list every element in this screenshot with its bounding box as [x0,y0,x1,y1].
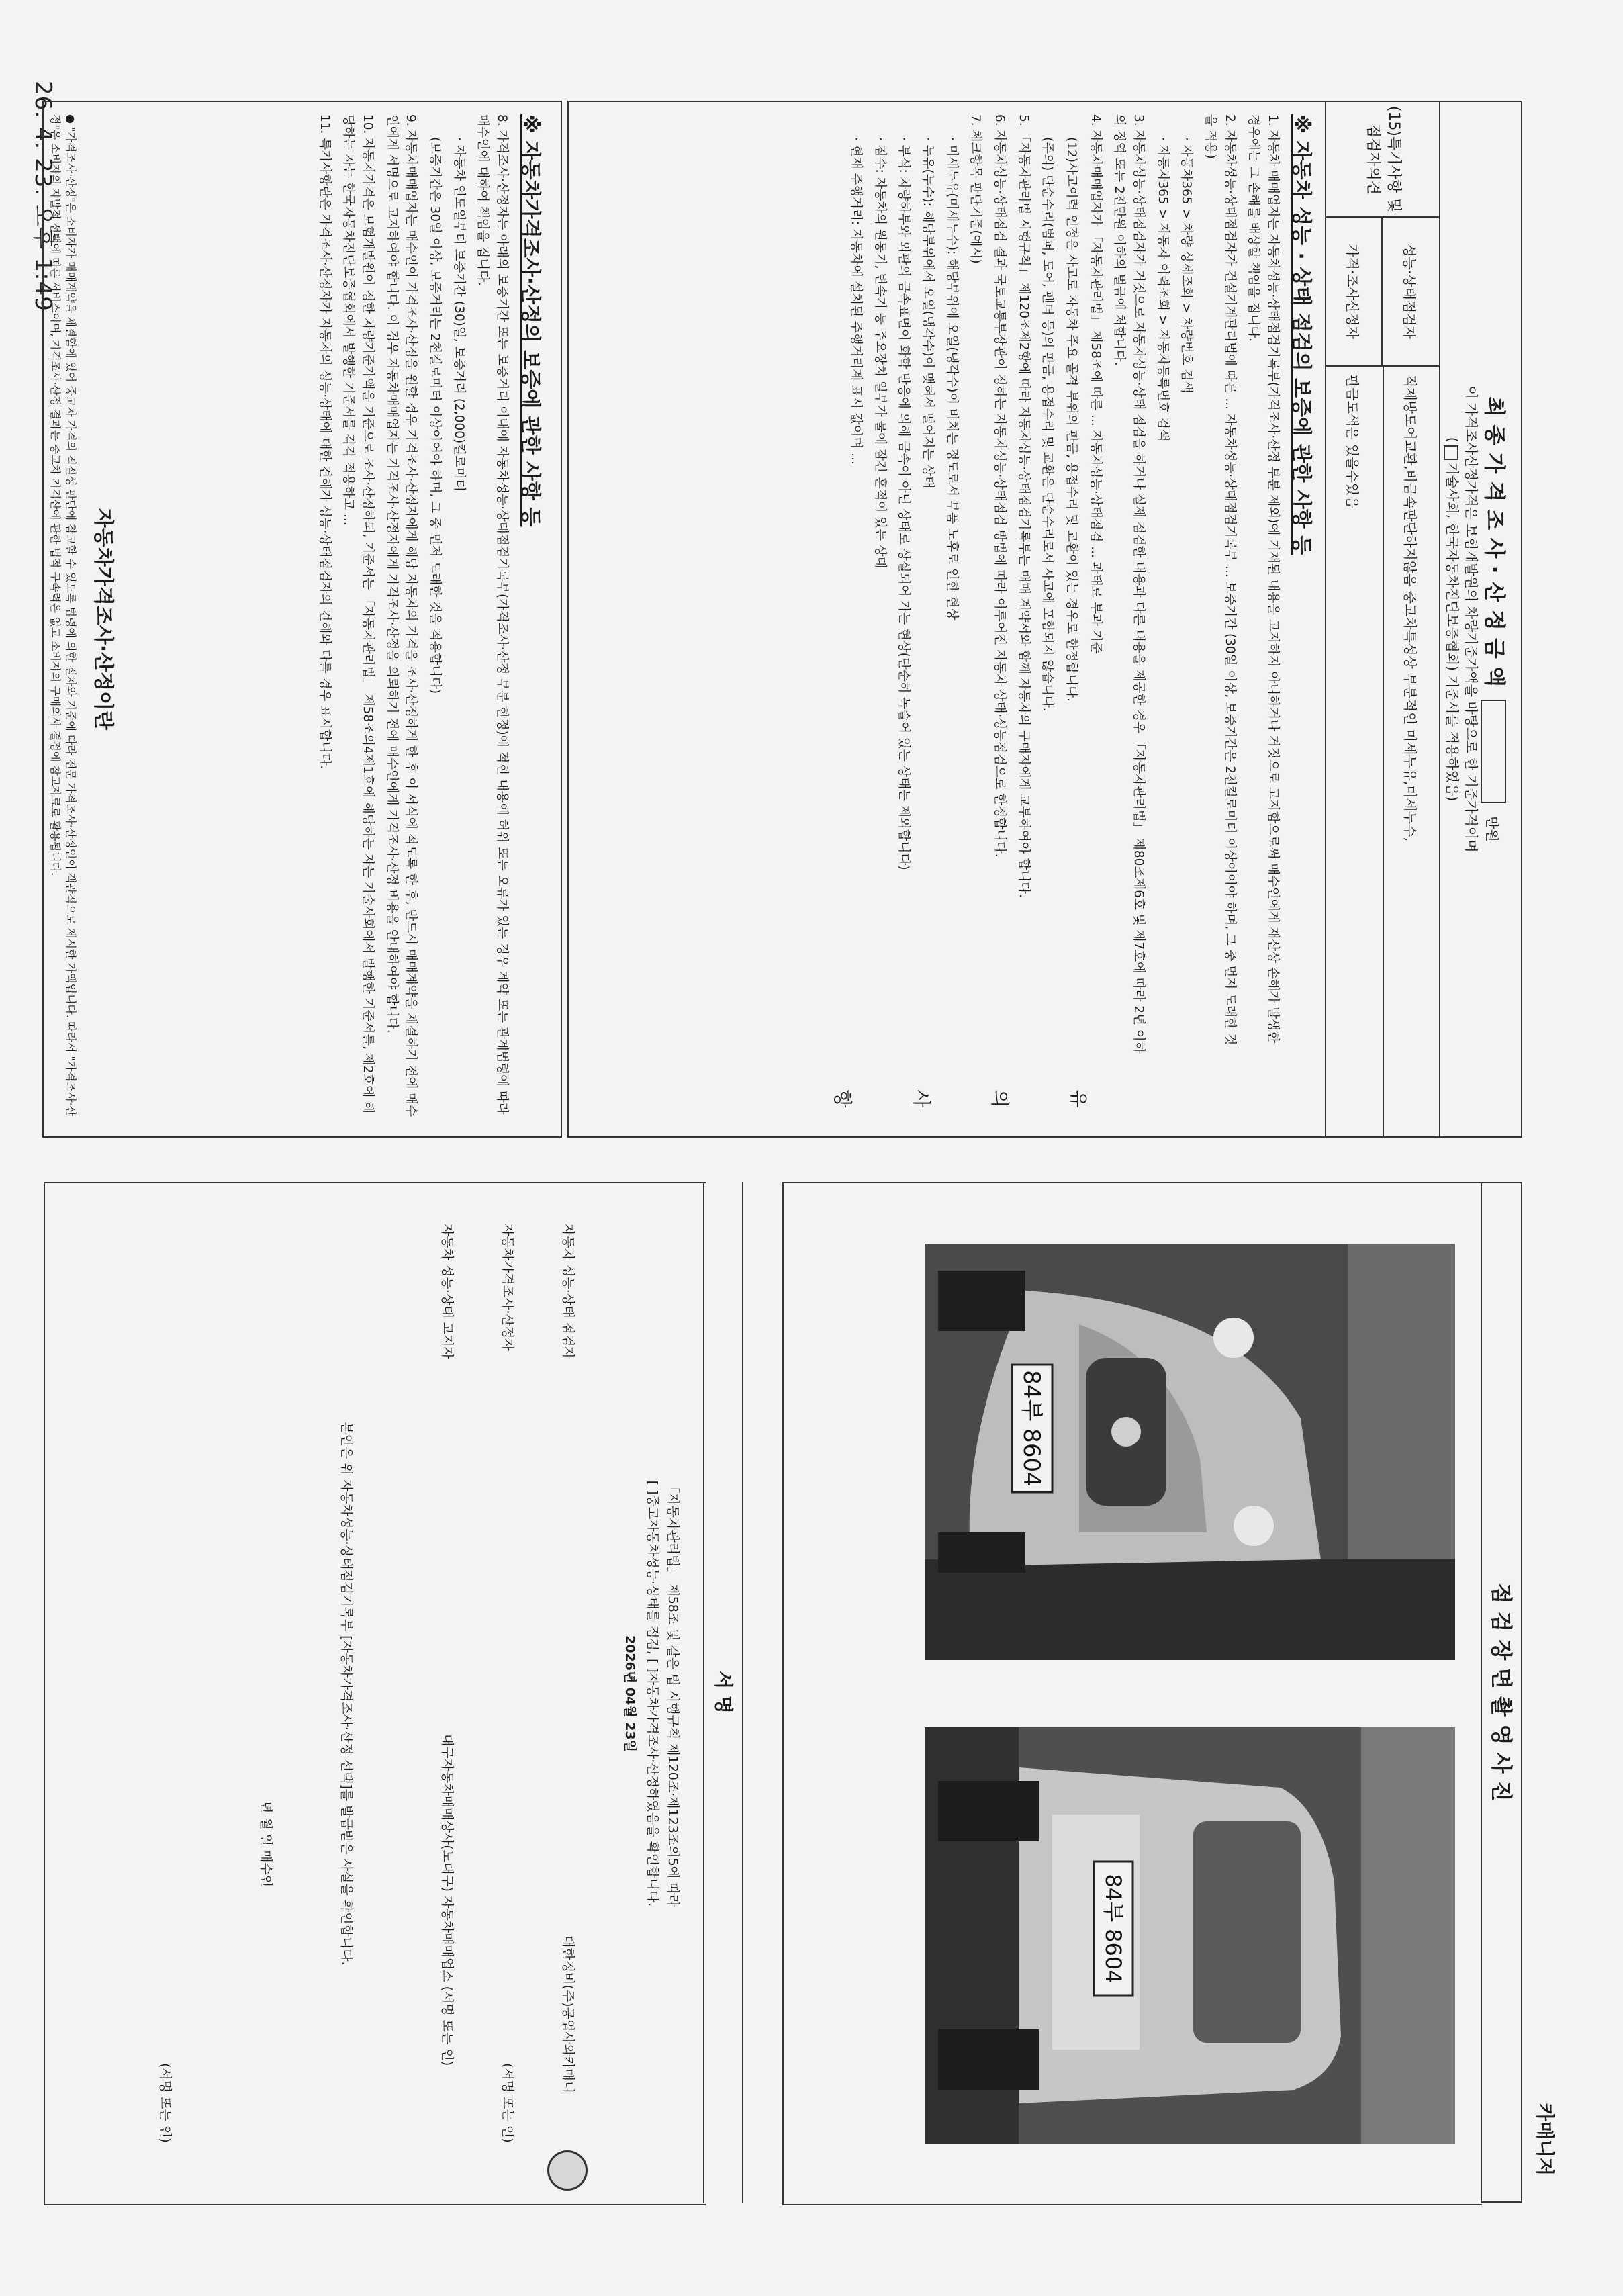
note-item: 2. 자동차성능·상태점검자가 건설기계관리법에 따른 ... 자동차성능·상태점검기록부 ... 보증기간 (30일 이상, 보증기간은 2천킬로미터 이상이어야 하며, 그 중 먼저 도래한 것을 적용) [1203,114,1237,1046]
buyer-confirm-text: 본인은 위 자동차성능·상태점검기록부 [자동차가격조사·산정 선택]를 발급받은 사실을 확인합니다. [339,1422,354,1966]
signature-area [44,1182,706,2205]
inspector-label: 성능·상태점검자 [1381,218,1439,367]
notes-heading: ※ 자동차 성능 · 상태 점검의 보증에 관한 사항 등 [1289,114,1313,555]
remarks-table [1325,102,1440,1136]
price-box [1325,101,1522,1138]
note-item: · 침수: 자동차의 원동기, 변속기 등 주요장치 일부가 물에 잠긴 흔적이 있는 상태 [872,137,887,569]
signature-section-title: 서 명 [703,1182,743,2203]
price-amount-blank [1481,700,1506,803]
price-sub1: 이 가격조사산정가격은 보험개발원의 차량기준가액을 바탕으로 한 기준가격이며 [1463,385,1479,853]
remarks-label: (15)특기사항 및 점검자의견 [1326,102,1439,218]
note-item: (12)사고이력 인정은 사고로 자동차 주요 골격 부위의 판금, 용접수리 및 교환이 있는 경우로 한정합니다. [1064,137,1078,702]
notifier-role: 자동차 성능·상태 고지자 [440,1224,455,1359]
notifier-company: 대구자동차매매상사(노대구) 자동차매매업소 (서명 또는 인) [440,1734,455,2066]
warranty-item: 10. 자동차가격은 보험개발원이 정한 차량기준가액을 기준으로 조사·산정하되, 기준서는 「자동차관리법」 제58조의4제1호에 해당하는 자는 기술사회에서 발행한 기준서를, 제2호에 해당하는 자는 한국자동차진단보증협회에서 발행한 기준서를 각각 적용하고 ... [341,114,375,1113]
price-unit: 만원 [1484,816,1500,842]
notes-side-label: 유 의 사 항 [807,1087,1089,1109]
signature-date: 2026년 04월 23일 [622,1635,637,1753]
note-item: · 누유(누수): 해당부위에서 오일(냉각수)이 맺혀서 떨어지는 상태 [920,137,935,489]
buyer-sign: (서명 또는 인) [158,2063,173,2143]
photo-area [782,1182,1482,2205]
checkbox [1444,445,1459,460]
appraisal-definition-note: ● "가격조사·산정"은 소비자가 매매계약을 체결함에 있어 중고차 가격의 적절성 판단에 참고할 수 있도록 법령에 의한 절차와 기준에 따라 전문 가격조사·산정인이 객관적으로 제시한 가액입니다. 따라서 "가격조사·산정"은 소비자의 자발적 선택에 따른 서비스이며, 가격조사·산정 결과는 중고차 가격산에 관한 법적 구속력은 없고 소비자의 구매의사 결정에 참고자료로 활용됩니다. [49,114,77,1117]
warranty-item: 9. 자동차매매업자는 매수인이 가격조사·산정을 원할 경우 가격조사·산정자에게 해당 자동차의 가격을 조사·산정하게 한 후 이 서식에 적도록 한 후, 반드시 매매계약을 체결하기 전에 매수인에게 서명으로 고지하여야 합니다. 이 경우 자동차매매업자는 가격조사·산정자에게 가격조사·산정을 의뢰하기 전에 매수인에게 가격조사·산정 비용을 안내하여야 합니다. [384,114,418,1117]
plate-text: 84부 8604 [1018,1370,1045,1487]
note-item: 1. 자동차 매매업자는 자동차성능·상태점검기록부(가격조사·산정 부분 제외)에 기재된 내용을 고지하지 아니하거나 거짓으로 고지함으로써 매수인에게 재산상 손해가 발생한 경우에는 그 손해를 배상할 책임을 집니다. [1246,114,1280,1044]
photo-section-title: 점 검 장 면 촬 영 사 진 [1481,1182,1522,2203]
front-car-photo [925,1244,1455,1660]
note-item: 7. 체크항목 판단기준(예시) [968,114,983,264]
note-item: · 부식: 차량하부와 외판의 금속표면이 화학 반응에 의해 금속이 아닌 상태로 상실되어 가는 현상(단순히 녹슬어 있는 상태는 제외합니다) [896,137,911,870]
warranty-item: 11. 특기사항란은 가격조사·산정자가 자동차의 성능·상태에 대한 견해가 성능·상태점검자의 견해와 다를 경우 표시합니다. [317,114,332,770]
company-seal-icon [547,2150,588,2191]
note-item: · 현재 주행거리: 자동차에 설치된 주행거리계 표시 값이며 ... [848,137,863,465]
warranty-heading: ※ 자동차가격조사·산정의 보증에 관한 사항 등 [518,114,542,527]
inspector-remark: 직제방도어교환,비금속판단하지않음 중고차특성상 부분적인 미세누유,미세누수, [1383,367,1439,1136]
inspector-role: 자동차 성능·상태 점검자 [561,1224,575,1359]
signature-law-line1: 「자동차관리법」 제58조 및 같은 법 시행규칙 제120조·제123조의5에 따라 [665,1480,680,1907]
warranty-item: 8. 가격조사·산정자는 아래의 보증기간 또는 보증거리 이내에 자동차성능·상태점검기록부(가격조사·산정 부분 한정)에 적힌 내용에 허위 또는 오류가 있는 경우 계약 또는 관계법령에 따라 매수인에 대하여 책임을 집니다. [475,114,509,1115]
note-item: 5. 「자동차관리법 시행규칙」 제120조제2항에 따라 자동차성능·상태점검기록부는 매매 계약서와 함께 자동차의 구매자에게 교부하여야 합니다. [1016,114,1031,898]
appraiser-role: 자동차가격조사·산정자 [500,1224,515,1351]
note-item: · 자동차365 > 차량 상세조회 > 차량번호 검색 [1179,137,1194,394]
buyer-line: 년 월 일 매수인 [259,1801,273,1888]
brand-label: 카매니저 [1534,2103,1556,2176]
inspector-company: 대한정비(주)공업사와카매니 [561,1935,575,2094]
note-item: 6. 자동차성능·상태점검 결과 국토교통부장관이 정하는 자동차성능·상태점검 방법에 따라 이루어진 자동차 상태·성능점검으로 한정합니다. [992,114,1007,858]
price-sub2: (기술사회, 한국자동차진단보증협회) 기준서를 적용하였음) [1444,437,1460,802]
signature-law-line2: [ ]중고자동차성능·상태를 점검, [ ]자동차가격조사·산정하였음을 확인합니다. [645,1480,660,1907]
front-car-image [925,1244,1455,1660]
rear-car-photo [925,1727,1455,2144]
price-sub2-text: 기술사회, 한국자동차진단보증협회) 기준서를 적용하였음 [1444,462,1460,796]
appraiser-remark: 판금도색은 있을수있음 [1344,375,1361,509]
warranty-item: (보증기간은 30일 이상, 보증거리는 2천킬로미터 이상이어야 하며, 그 중 먼저 도래한 것을 적용합니다) [427,137,442,694]
price-title-text: 최 종 가 격 조 사 · 산 정 금 액 [1482,396,1508,687]
note-item: · 자동차365 > 자동차 이력조회 > 자동차등록번호 검색 [1155,137,1170,441]
appraiser-label: 가격·조사산정자 [1326,218,1381,367]
appraisal-definition-title: 자동차가격조사·산정이란 [91,508,115,731]
price-title [1481,102,1512,1136]
note-item: 4. 자동차매매업자가 「자동차관리법」 제58조에 따른 ... 자동차성능·상태점검 ... 과태료 부과 기준 [1088,114,1103,654]
note-item: 3. 자동차성능·상태점검자가 거짓으로 자동차성능·상태 점검을 하거나 실제 점검한 내용과 다른 내용을 제공한 경우 「자동차관리법」 제80조제6호 및 제7호에 따라 2년 이하의 징역 또는 2천만원 이하의 벌금에 처합니다. [1112,114,1146,1054]
note-item: (주의) 단순수리(범퍼, 도어, 펜더 등)의 판금, 용접수리 및 교환은 단순수리로서 사고에 포함되지 않습니다. [1040,137,1055,712]
warranty-list [314,114,511,1124]
warranty-item: · 자동차 인도일부터 보증기간 (30)일, 보증거리 (2,000)킬로미터 [451,137,466,492]
notes-box [567,101,1328,1138]
note-item: · 미세누유(미세누수): 해당부위에 오일(냉각수)이 비치는 정도로서 부품 노후로 인한 현상 [944,137,959,621]
right-page [45,1182,1556,2203]
warranty-box [42,101,562,1138]
left-page [45,101,1522,1135]
notes-list [845,114,1282,1056]
appraiser-sign: (서명 또는 인) [500,2063,515,2143]
rear-plate-text: 84부 8604 [1101,1874,1126,1984]
timestamp: 26. 4. 23. 오후 1:49 [30,81,56,312]
rear-car-image [925,1727,1455,2144]
